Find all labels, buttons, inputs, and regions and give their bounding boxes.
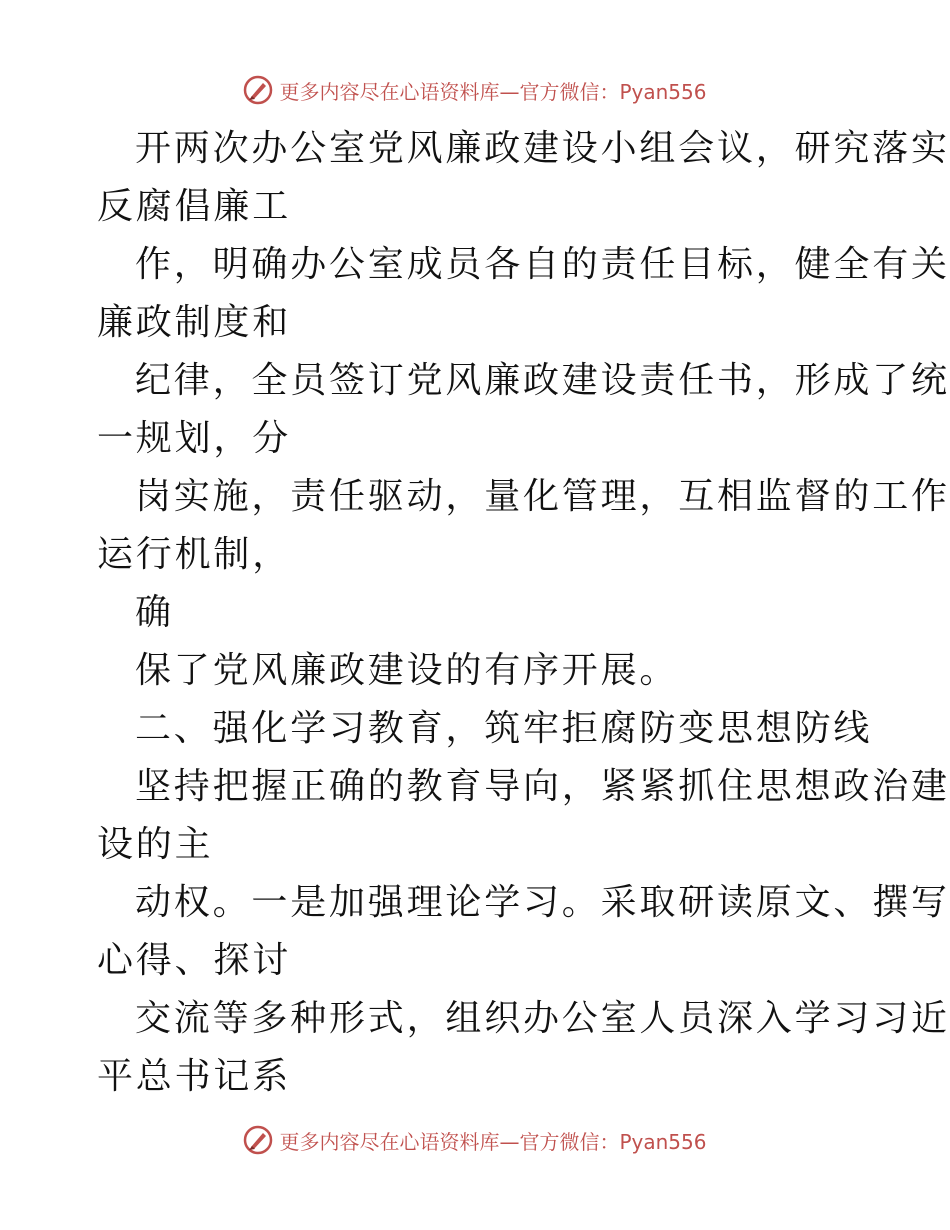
body-line: 反腐倡廉工 [97, 186, 292, 227]
body-line: 设的主 [97, 824, 214, 865]
header-banner-text: 更多内容尽在心语资料库—官方微信：Pyan556 [279, 79, 707, 104]
footer-banner-text: 更多内容尽在心语资料库—官方微信：Pyan556 [279, 1129, 707, 1154]
body-line: 心得、探讨 [97, 940, 292, 981]
body-line: 保了党风廉政建设的有序开展。 [135, 650, 679, 691]
body-line: 开两次办公室党风廉政建设小组会议，研究落实 [135, 128, 950, 169]
body-line: 作，明确办公室成员各自的责任目标，健全有关 [135, 244, 950, 285]
body-line: 纪律，全员签订党风廉政建设责任书，形成了统 [135, 360, 950, 401]
footer-banner [0, 1120, 950, 1160]
body-line: 动权。一是加强理论学习。采取研读原文、撰写 [135, 882, 950, 923]
pen-logo-icon [243, 75, 273, 105]
body-line: 平总书记系 [97, 1056, 292, 1097]
body-line: 岗实施，责任驱动，量化管理，互相监督的工作 [135, 476, 950, 517]
header-banner [0, 70, 950, 110]
body-line: 确 [135, 592, 174, 633]
body-line: 一规划，分 [97, 418, 292, 459]
section-heading: 二、强化学习教育，筑牢拒腐防变思想防线 [135, 708, 873, 749]
body-line: 廉政制度和 [97, 302, 292, 343]
body-line: 坚持把握正确的教育导向，紧紧抓住思想政治建 [135, 766, 950, 807]
body-line: 运行机制， [97, 534, 292, 575]
body-line: 交流等多种形式，组织办公室人员深入学习习近 [135, 998, 950, 1039]
pen-logo-icon [243, 1125, 273, 1155]
